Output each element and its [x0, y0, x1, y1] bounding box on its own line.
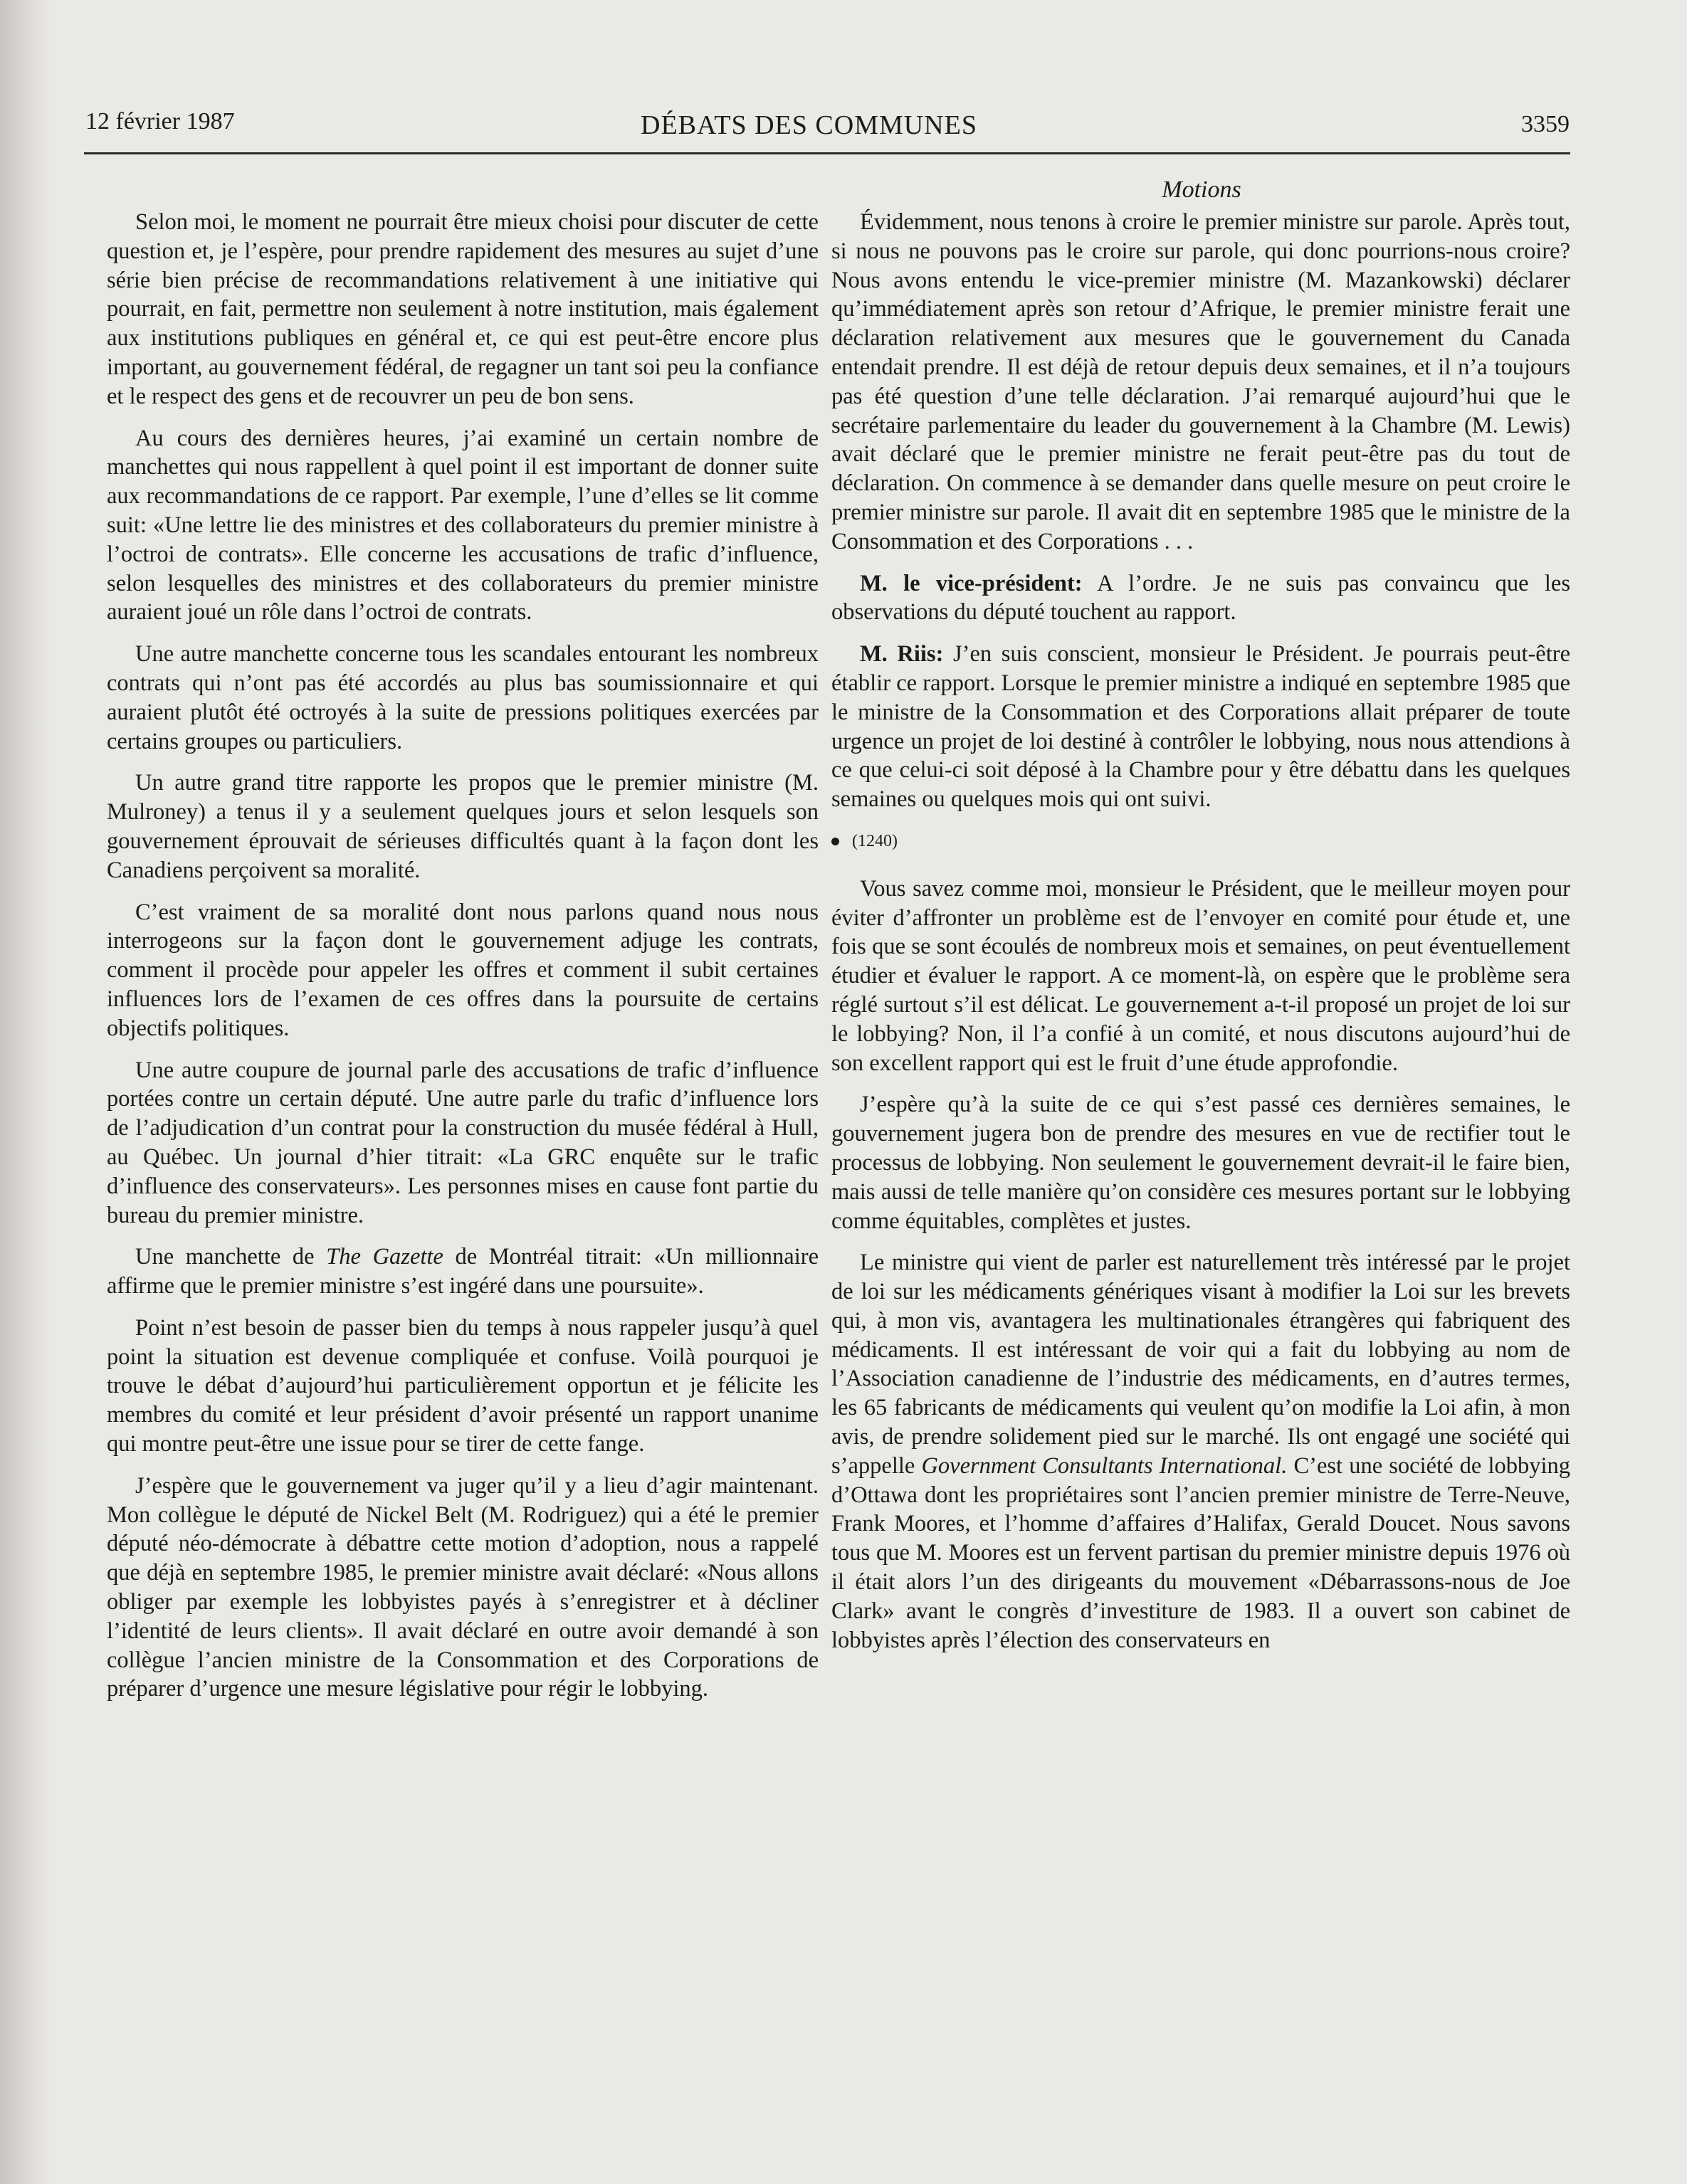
paragraph: J’espère qu’à la suite de ce qui s’est passé ces dernières semaines, le gouvernement jugera bon de prendre des mesures en vue de rectifier tout le processus de lobbying. Non seulement le gouvernement devrait-il le faire bien, mais aussi de telle manière qu’on considère ces mesures portant sur le lobbying comme équitables, complètes et justes.	[831, 1092, 1570, 1234]
paragraph-text: Une manchette de	[135, 1244, 327, 1270]
paragraph	[107, 1243, 819, 1301]
speech-vice-president	[831, 569, 1570, 628]
page-header	[85, 108, 1570, 151]
header-page-number: 3359	[1521, 111, 1570, 137]
speech-riis	[831, 640, 1570, 814]
paragraph: Vous savez comme moi, monsieur le Président, que le meilleur moyen pour éviter d’affronter un problème est de l’envoyer en comité pour étude et, une fois que se sont écoulés de nombreux mois et semaines, on peut éventuellement étudier et évaluer le rapport. A ce moment-là, on espère que le problème sera réglé surtout s’il est délicat. Le gouvernement a-t-il proposé un projet de loi sur le lobbying? Non, il l’a confié à un comité, et nous discutons aujourd’hui de son excellent rapport qui est le fruit d’une étude approfondie.	[831, 875, 1570, 1076]
paragraph-text: Le ministre qui vient de parler est naturellement très intéressé par le projet de loi sur les médicaments génériques visant à modifier la Loi sur les brevets qui, à mon vis, avantagera les multinationales étrangères qui fabriquent des médicaments. Il est intéressant de voir qui a fait du lobbying au nom de l’Association canadienne de l’industrie des médicaments, en d’autres termes, les 65 fabricants de médicaments qui veulent qu’on modifie la Loi afin, à mon avis, de prendre solidement pied sur le marché. Ils ont engagé une société qui s’appelle	[831, 1250, 1570, 1479]
paragraph	[831, 1248, 1570, 1655]
timestamp-marker	[831, 827, 1570, 856]
paragraph: Une autre coupure de journal parle des accusations de trafic d’influence portées contre un certain député. Une autre parle du trafic d’influence lors de l’adjudication d’un contrat pour la construction du musée fédéral à Hull, au Québec. Un journal d’hier titrait: «La GRC enquête sur le trafic d’influence des conservateurs». Les personnes mises en cause font partie du bureau du premier ministre.	[107, 1057, 819, 1228]
paragraph: C’est vraiment de sa moralité dont nous parlons quand nous nous interrogeons sur la façon dont le gouvernement adjuge les contrats, comment il procède pour appeler les offres et comment il subit certaines influences lors de l’examen de ces offres dans la poursuite de certains objectifs politiques.	[107, 899, 819, 1041]
speaker-name: M. Riis:	[860, 641, 944, 668]
bullet-icon	[831, 838, 839, 845]
header-title: DÉBATS DES COMMUNES	[641, 110, 977, 140]
company-name: Government Consultants International.	[921, 1452, 1288, 1479]
header-rule	[84, 152, 1570, 154]
timestamp: (1240)	[852, 831, 898, 850]
speaker-name: M. le vice-président:	[860, 570, 1083, 596]
paragraph: J’espère que le gouvernement va juger qu’il y a lieu d’agir maintenant. Mon collègue le député de Nickel Belt (M. Rodriguez) qui a été le premier député néo-démocrate à débattre cette motion d’adoption, nous a rappelé que déjà en septembre 1985, le premier ministre avait déclaré: «Nous allons obliger par exemple les lobbyistes payés à s’enregistrer et à décliner l’identité de leurs clients». Il avait déclaré en outre avoir demandé à son collègue l’ancien ministre de la Consommation et des Corporations de préparer d’urgence une mesure législative pour régir le lobbying.	[107, 1472, 819, 1702]
section-rubric: Motions	[1162, 176, 1241, 203]
right-column	[831, 208, 1570, 1667]
newspaper-title: The Gazette	[326, 1244, 443, 1270]
binding-gutter	[0, 0, 50, 2184]
paragraph: Un autre grand titre rapporte les propos que le premier ministre (M. Mulroney) a tenus il y a seulement quelques jours et selon lesquels son gouvernement éprouvait de sérieuses difficultés quant à la façon dont les Canadiens perçoivent sa moralité.	[107, 770, 819, 883]
header-date: 12 février 1987	[85, 108, 235, 134]
paragraph: Évidemment, nous tenons à croire le premier ministre sur parole. Après tout, si nous ne pouvons pas le croire sur parole, qui donc pourrions-nous croire? Nous avons entendu le vice-premier ministre (M. Mazankowski) déclarer qu’immédiatement après son retour d’Afrique, le premier ministre ferait une déclaration relativement aux mesures que le gouvernement du Canada entendait prendre. Il est déjà de retour depuis deux semaines, et il n’a toujours pas été question d’une telle déclaration. J’ai remarqué aujourd’hui que le secrétaire parlementaire du leader du gouvernement à la Chambre (M. Lewis) avait déclaré que le premier ministre ne ferait peut-être pas du tout de déclaration. On commence à se demander dans quelle mesure on peut croire le premier ministre sur parole. Il avait dit en septembre 1985 que le ministre de la Consommation et des Corporations . . .	[831, 209, 1570, 554]
paragraph: Selon moi, le moment ne pourrait être mieux choisi pour discuter de cette question et, je l’espère, pour prendre rapidement des mesures au sujet d’une série bien précise de recommandations relativement à une initiative qui pourrait, en fait, permettre non seulement à notre institution, mais également aux institutions publiques en général et, ce qui est peut-être encore plus important, au gouvernement fédéral, de regagner un tant soi peu la confiance et le respect des gens et de recouvrer un peu de bon sens.	[107, 209, 819, 409]
speech-text: J’en suis conscient, monsieur le Président. Je pourrais peut-être établir ce rapport. Lorsque le premier ministre a indiqué en septembre 1985 que le ministre de la Consommation et des Corporations allait préparer de toute urgence un projet de loi destiné à contrôler le lobbying, nous nous attendions à ce que celui-ci soit déposé à la Chambre pour y être débattu dans les quelques semaines ou quelques mois qui ont suivi.	[831, 641, 1570, 813]
left-column	[107, 208, 819, 1716]
paragraph: Une autre manchette concerne tous les scandales entourant les nombreux contrats qui n’ont pas été accordés au plus bas soumissionnaire et qui auraient plutôt été octroyés à la suite de pressions politiques exercées par certains groupes ou particuliers.	[107, 641, 819, 754]
speech-text: A l’ordre. Je ne suis pas convaincu que les observations du député touchent au rapport.	[831, 570, 1570, 626]
paragraph-text: de Montréal titrait: «Un millionnaire affirme que le premier ministre s’est ingéré dans une poursuite».	[107, 1244, 819, 1299]
paragraph: Au cours des dernières heures, j’ai examiné un certain nombre de manchettes qui nous rappellent à quel point il est important de donner suite aux recommandations de ce rapport. Par exemple, l’une d’elles se lit comme suit: «Une lettre lie des ministres et des collaborateurs du premier ministre à l’octroi de contrats». Elle concerne les accusations de trafic d’influence, selon lesquelles des ministres et des collaborateurs du premier ministre auraient joué un rôle dans l’octroi de contrats.	[107, 425, 819, 626]
paragraph-text: C’est une société de lobbying d’Ottawa dont les propriétaires sont l’ancien premier ministre de Terre-Neuve, Frank Moores, et l’homme d’affaires d’Halifax, Gerald Doucet. Nous savons tous que M. Moores est un fervent partisan du premier ministre depuis 1976 où il était alors l’un des dirigeants du mouvement «Débarrassons-nous de Joe Clark» avant le congrès d’investiture de 1983. Il a ouvert son cabinet de lobbyistes après l’élection des conservateurs en	[831, 1452, 1571, 1653]
paragraph: Point n’est besoin de passer bien du temps à nous rappeler jusqu’à quel point la situation est devenue compliquée et confuse. Voilà pourquoi je trouve le débat d’aujourd’hui particulièrement opportun et je félicite les membres du comité et leur président d’avoir présenté un rapport unanime qui montre peut-être une issue pour se tirer de cette fange.	[107, 1314, 819, 1457]
